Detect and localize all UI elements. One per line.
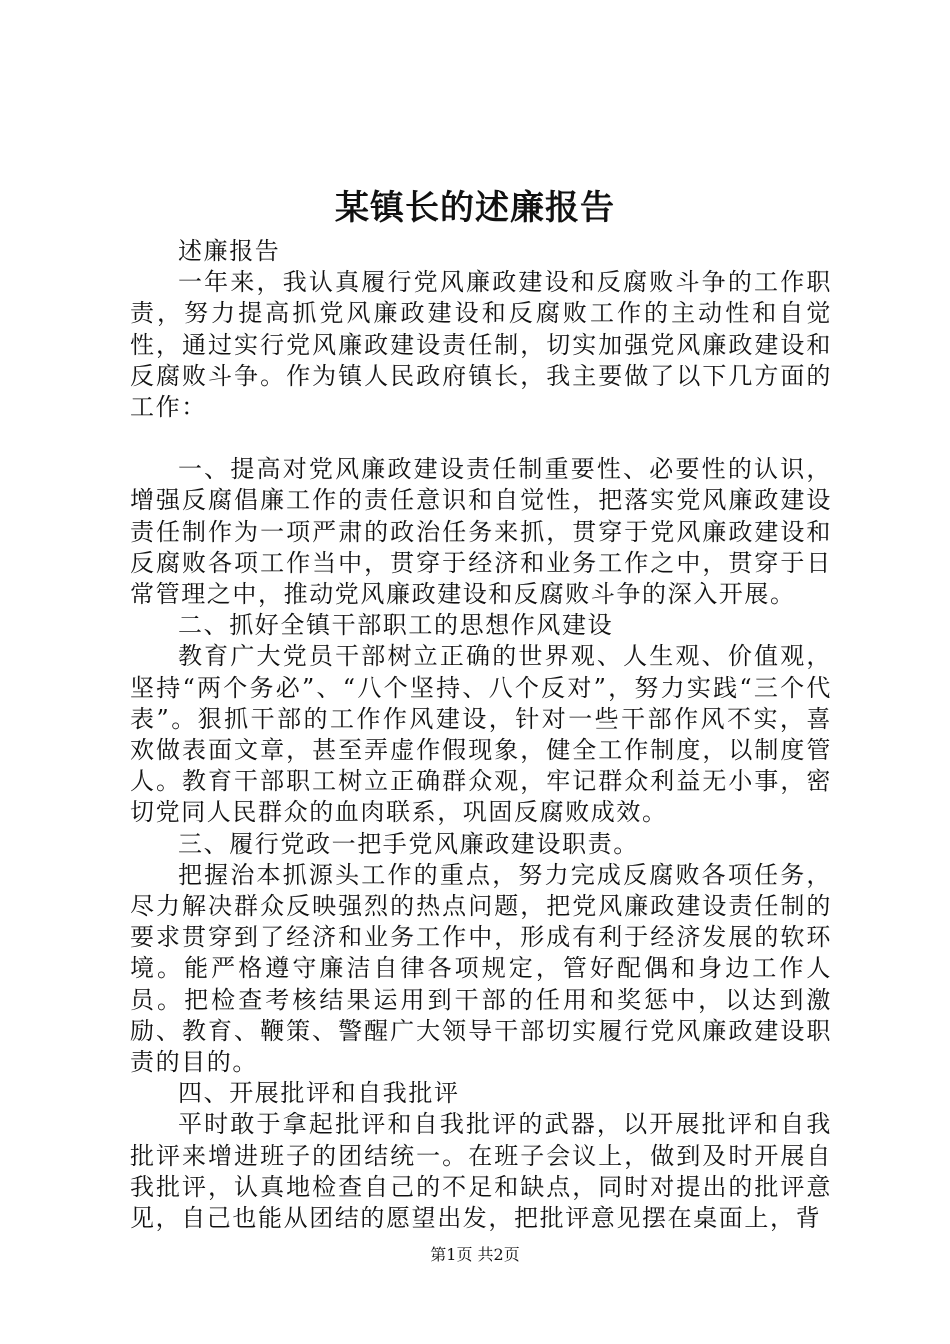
- document-title: 某镇长的述廉报告: [335, 188, 615, 228]
- paragraph-intro: 一年来，我认真履行党风廉政建设和反腐败斗争的工作职责，努力提高抓党风廉政建设和反腐败工作的主动性和自觉性，通过实行党风廉政建设责任制，切实加强党风廉政建设和反腐败斗争。作为镇人民政府镇长，我主要做了以下几方面的工作：: [130, 268, 832, 422]
- paragraph-section-3: 把握治本抓源头工作的重点，努力完成反腐败各项任务，尽力解决群众反映强烈的热点问题，把党风廉政建设责任制的要求贯穿到了经济和业务工作中，形成有利于经济发展的软环境。能严格遵守廉洁自律各项规定，管好配偶和身边工作人员。把检查考核结果运用到干部的任用和奖惩中，以达到激励、教育、鞭策、警醒广大领导干部切实履行党风廉政建设职责的目的。: [130, 860, 832, 1077]
- page-number-footer: 第1页 共2页: [430, 1245, 520, 1264]
- paragraph-section-2: 教育广大党员干部树立正确的世界观、人生观、价值观，坚持“两个务必”、“八个坚持、八个反对”，努力实践“三个代表”。狠抓干部的工作作风建设，针对一些干部作风不实，喜欢做表面文章，甚至弄虚作假现象，健全工作制度，以制度管人。教育干部职工树立正确群众观，牢记群众利益无小事，密切党同人民群众的血肉联系，巩固反腐败成效。: [130, 642, 832, 827]
- document-body: [130, 236, 832, 1234]
- paragraph-section-1: 一、提高对党风廉政建设责任制重要性、必要性的认识，增强反腐倡廉工作的责任意识和自觉性，把落实党风廉政建设责任制作为一项严肃的政治任务来抓，贯穿于党风廉政建设和反腐败各项工作当中，贯穿于经济和业务工作之中，贯穿于日常管理之中，推动党风廉政建设和反腐败斗争的深入开展。: [130, 455, 832, 609]
- heading-section-4: 四、开展批评和自我批评: [178, 1079, 460, 1108]
- paragraph-section-4: 平时敢于拿起批评和自我批评的武器，以开展批评和自我批评来增进班子的团结统一。在班子会议上，做到及时开展自我批评，认真地检查自己的不足和缺点，同时对提出的批评意见，自己也能从团结的愿望出发，把批评意见摆在桌面上，背: [130, 1110, 832, 1233]
- heading-section-3: 三、履行党政一把手党风廉政建设职责。: [178, 829, 639, 858]
- heading-section-2: 二、抓好全镇干部职工的思想作风建设: [178, 611, 614, 640]
- paragraph-subtitle: 述廉报告: [178, 237, 281, 265]
